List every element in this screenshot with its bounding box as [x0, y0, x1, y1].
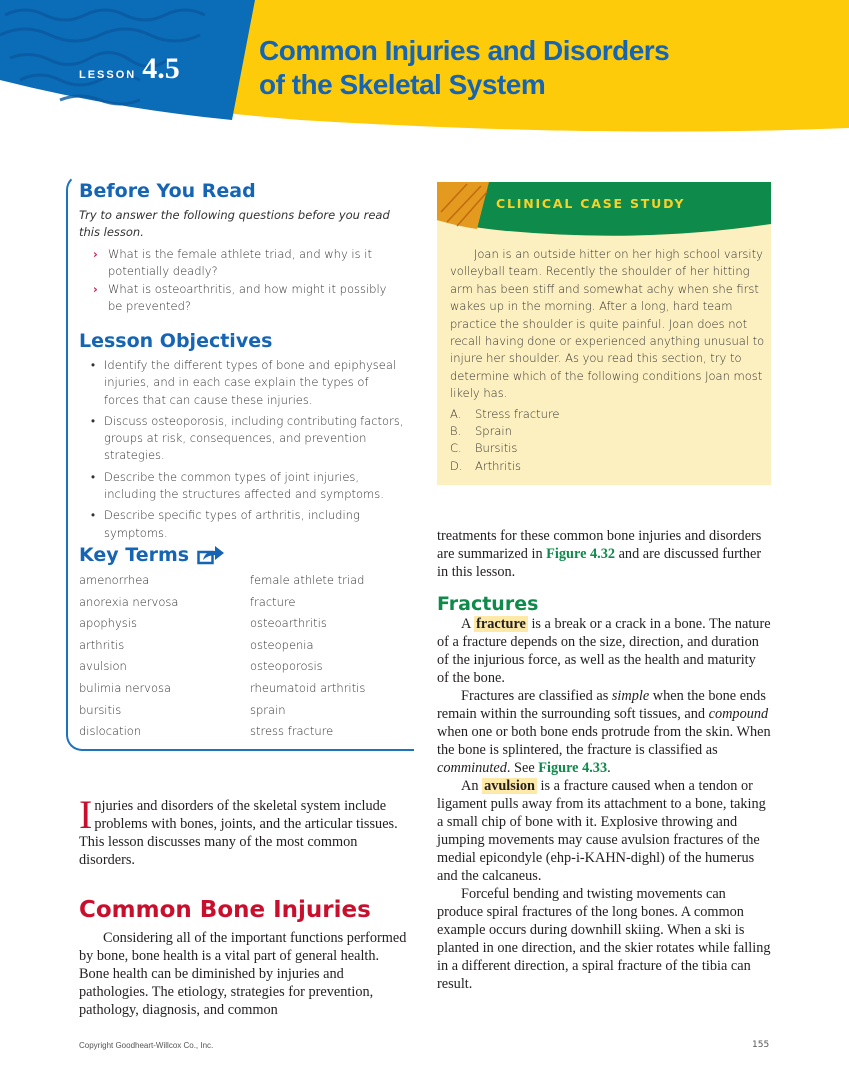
paragraph: Considering all of the important functions performed by bone, bone health is a vital part of general health. Bone health can be diminished by injuries and pathologies. The etiology, strategies for prevention, pathology, diagnosis, and common: [79, 930, 407, 1018]
bone-injuries-body: [79, 929, 410, 1019]
key-term: bursitis: [79, 702, 122, 717]
key-term: arthritis: [79, 637, 125, 652]
key-term: apophysis: [79, 616, 137, 631]
paragraph: [437, 777, 771, 885]
key-term: osteopenia: [250, 637, 314, 652]
key-term: sprain: [250, 702, 286, 717]
key-terms-header: [79, 544, 225, 566]
case-options: [450, 406, 768, 476]
option-text: Stress fracture: [475, 406, 560, 421]
key-term-highlight: fracture: [476, 616, 526, 632]
paragraph: [437, 615, 771, 687]
text: is a fracture caused when a tendon or ligament pulls away from its attachment to a bone, taking a small chip of bone with it. Explosive throwing and jumping movements may cause avulsion fractures of the medial epicondyle (ehp-i-KAHN-dighl) of the humerus and the calcaneus.: [437, 778, 766, 884]
objective-item: • Identify the different types of bone and epiphyseal injuries, and in each case explain the types of forces that can cause these injuries.: [79, 357, 404, 409]
key-term: fracture: [250, 594, 296, 609]
key-term: osteoarthritis: [250, 616, 327, 631]
copyright: Copyright Goodheart-Willcox Co., Inc.: [79, 1041, 214, 1050]
case-study-banner: [437, 182, 771, 242]
text: An: [461, 778, 483, 794]
objectives-heading: Lesson Objectives: [79, 330, 273, 352]
paragraph: [437, 885, 771, 993]
paragraph: [437, 687, 771, 777]
lesson-number: [79, 52, 180, 86]
text: .: [607, 760, 611, 776]
text: Fractures are classified as: [461, 688, 612, 704]
question-list: [79, 246, 404, 315]
page-title: [259, 34, 669, 102]
text: treatments for these common bone injuries and disorders are summarized in: [437, 528, 762, 562]
key-term: avulsion: [79, 659, 127, 674]
case-option: [450, 458, 768, 475]
text: compound: [708, 706, 769, 722]
intro-text: njuries and disorders of the skeletal system include problems with bones, joints, and the articular tissues. This lesson discusses many of the most common disorders.: [79, 798, 398, 868]
right-column: [437, 527, 771, 993]
key-term: dislocation: [79, 724, 142, 739]
key-terms-list: [79, 572, 410, 740]
option-letter: C.: [450, 441, 462, 456]
text: comminuted: [437, 760, 507, 776]
figure-link[interactable]: Figure 4.33: [538, 760, 608, 776]
option-text: Arthritis: [475, 458, 522, 473]
key-term: female athlete triad: [250, 573, 365, 587]
title-line-1: Common Injuries and Disorders: [259, 35, 670, 66]
objectives-list: [79, 357, 404, 546]
text: Forceful bending and twisting movements can produce spiral fractures of the long bones. A common example occurs during downhill skiing. When a ski is planted in one direction, and the skier rotates while falling in a different direction, a spiral fracture of the tibia can result.: [437, 886, 771, 992]
text: when the bone ends remain within the surrounding soft tissues, and: [437, 688, 766, 722]
objective-item: • Describe specific types of arthritis, including symptoms.: [79, 507, 404, 542]
objective-item: • Discuss osteoporosis, including contributing factors, groups at risk, consequences, and prevention strategies.: [79, 413, 404, 465]
intro-paragraph: [79, 792, 405, 869]
text: simple: [611, 688, 650, 704]
option-letter: D.: [450, 458, 463, 473]
option-text: Bursitis: [475, 441, 518, 456]
case-study-text: Joan is an outside hitter on her high school varsity volleyball team. Recently the shoulder of her hitting arm has been stiff and somewhat achy when she first wakes up in the morning. After a long, hard team practice the shoulder is quite painful. Joan does not recall having done or experienced anything unusual to injure her shoulder. As you read this section, try to determine which of the following conditions Joan most likely has.: [450, 247, 765, 401]
lesson-num: 4.5: [142, 52, 180, 85]
objective-item: • Describe the common types of joint injuries, including the structures affected and symptoms.: [79, 469, 404, 504]
question-item: › What is osteoarthritis, and how might it possibly be prevented?: [79, 281, 404, 316]
key-term: osteoporosis: [250, 659, 323, 674]
key-term: bulimia nervosa: [79, 680, 172, 695]
text: . See: [506, 760, 539, 776]
clinical-case-study: [437, 182, 771, 485]
case-option: [450, 423, 768, 440]
key-term-highlight: avulsion: [484, 778, 535, 794]
before-you-read-heading: Before You Read: [79, 180, 256, 202]
key-term: rheumatoid arthritis: [250, 680, 366, 695]
text: is a break or a crack in a bone. The nature of a fracture depends on the size, direction, and duration of the injurious force, as well as the health and maturity of the bone.: [437, 616, 771, 686]
key-term: anorexia nervosa: [79, 594, 179, 609]
fractures-body: [437, 615, 771, 993]
text: A: [461, 616, 475, 632]
common-bone-injuries-heading: Common Bone Injuries: [79, 897, 371, 923]
question-item: › What is the female athlete triad, and why is it potentially deadly?: [79, 246, 404, 281]
page-number: 155: [752, 1040, 770, 1050]
figure-link[interactable]: Figure 4.32: [546, 546, 616, 562]
drop-cap: I: [79, 792, 93, 837]
continued-paragraph: [437, 527, 771, 581]
key-term: stress fracture: [250, 724, 334, 739]
lesson-word: LESSON: [79, 69, 137, 81]
case-study-title: CLINICAL CASE STUDY: [496, 196, 686, 211]
key-term: amenorrhea: [79, 573, 150, 587]
share-arrow-icon[interactable]: [197, 545, 225, 565]
title-line-2: of the Skeletal System: [259, 69, 546, 100]
fractures-heading: Fractures: [437, 593, 539, 615]
text: and are discussed further in this lesson.: [437, 546, 762, 580]
case-option: [450, 440, 768, 457]
key-terms-heading: Key Terms: [79, 544, 190, 566]
before-you-read-intro: Try to answer the following questions before you read this lesson.: [79, 208, 390, 240]
option-letter: A.: [450, 406, 462, 421]
option-text: Sprain: [475, 424, 512, 439]
text: when one or both bone ends protrude from the skin. When the bone is splintered, the fracture is classified as: [437, 724, 771, 758]
option-letter: B.: [450, 424, 462, 439]
case-option: [450, 406, 768, 423]
